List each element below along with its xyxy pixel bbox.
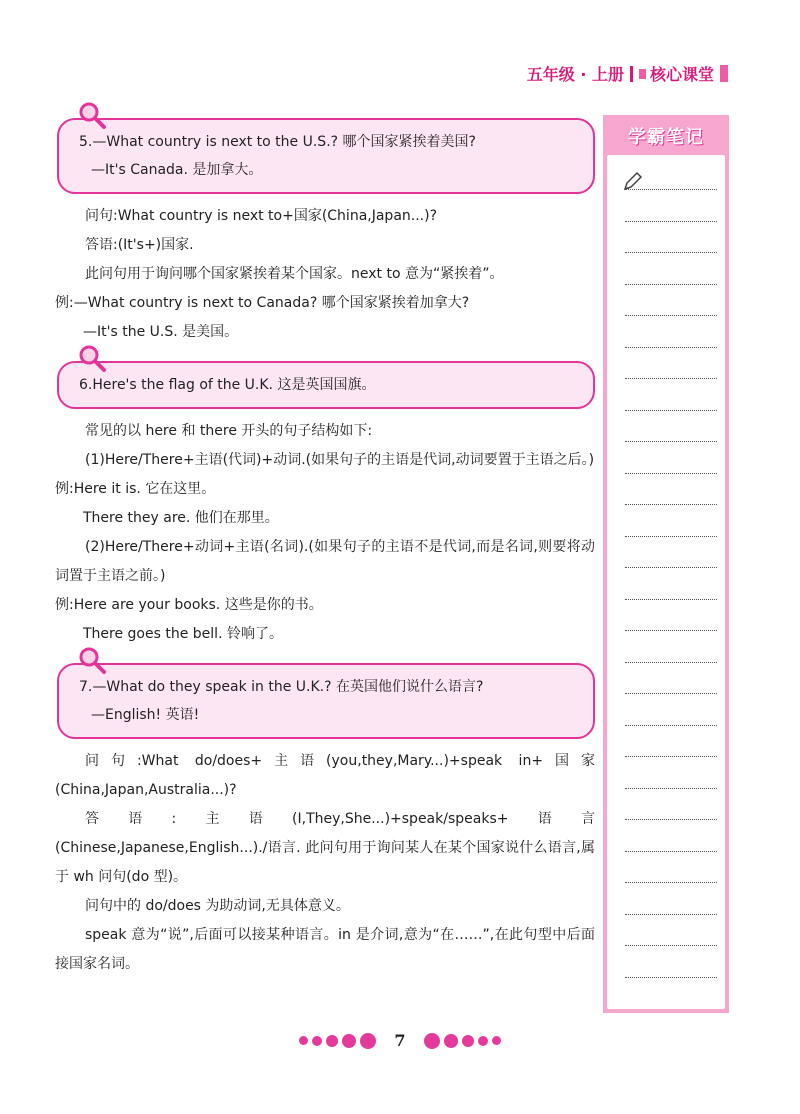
note-line — [625, 567, 717, 568]
magnifier-icon — [77, 100, 107, 130]
box-line: 7.—What do they speak in the U.K.? 在英国他们说什么语言? — [79, 679, 484, 695]
note-line — [625, 221, 717, 222]
note-line — [625, 189, 717, 190]
note-line — [625, 410, 717, 411]
note-line — [625, 945, 717, 946]
box-line: 5.—What country is next to the U.S.? 哪个国家紧挨着美国? — [79, 134, 476, 150]
note-line — [625, 725, 717, 726]
notes-sidebar — [603, 115, 729, 1013]
note-line — [625, 630, 717, 631]
example-line: 例:—What country is next to Canada? 哪个国家紧挨着加拿大? — [55, 295, 470, 311]
note-line — [625, 882, 717, 883]
note-line — [625, 819, 717, 820]
dot-icon — [299, 1036, 308, 1045]
note-line — [625, 536, 717, 537]
dot-icon — [492, 1036, 501, 1045]
header-end-marker-icon — [720, 65, 728, 82]
paragraph: 答语:主语(I,They,She...)+speak/speaks+语言(Chinese,Japanese,English...)./语言. 此问句用于询问某人在某个国家说什么语言,属于 wh 问句(do 型)。 — [55, 811, 595, 885]
paragraph: 此问句用于询问哪个国家紧挨着某个国家。next to 意为“紧挨着”。 — [85, 266, 504, 282]
page-number: 7 — [394, 1031, 406, 1050]
box-line: —It's Canada. 是加拿大。 — [91, 162, 263, 178]
paragraph: (1)Here/There+主语(代词)+动词.(如果句子的主语是代词,动词要置于主语之后。) — [85, 452, 595, 468]
example-line: There they are. 他们在那里。 — [83, 510, 279, 526]
note-line — [625, 252, 717, 253]
page-footer — [0, 1031, 800, 1050]
header-marker-icon — [639, 69, 646, 79]
dot-icon — [326, 1035, 338, 1047]
paragraph: 问句:What do/does+主语(you,they,Mary...)+speak in+国家(China,Japan,Australia...)? — [55, 753, 595, 798]
example-line: 例:Here it is. 它在这里。 — [55, 481, 216, 497]
example-line: —It's the U.S. 是美国。 — [83, 324, 239, 340]
example-line: There goes the bell. 铃响了。 — [83, 626, 283, 642]
header-divider — [630, 66, 633, 82]
magnifier-icon — [77, 343, 107, 373]
note-line — [625, 851, 717, 852]
key-sentence-box-6 — [57, 361, 595, 409]
paragraph: 问句中的 do/does 为助动词,无具体意义。 — [85, 898, 350, 914]
key-sentence-box-5 — [57, 118, 595, 194]
box-line: 6.Here's the flag of the U.K. 这是英国国旗。 — [79, 377, 376, 393]
dot-icon — [424, 1033, 440, 1049]
series-label: 核心课堂 — [649, 65, 714, 84]
paragraph: (2)Here/There+动词+主语(名词).(如果句子的主语不是代词,而是名词,则要将动词置于主语之前。) — [55, 539, 595, 584]
note-line — [625, 473, 717, 474]
note-line — [625, 756, 717, 757]
key-sentence-box-7 — [57, 663, 595, 739]
note-line — [625, 284, 717, 285]
note-line — [625, 504, 717, 505]
example-line: 例:Here are your books. 这些是你的书。 — [55, 597, 323, 613]
grade-label: 五年级 · 上册 — [526, 65, 624, 84]
note-line — [625, 977, 717, 978]
dot-icon — [444, 1034, 458, 1048]
paragraph: speak 意为“说”,后面可以接某种语言。in 是介词,意为“在……”,在此句型中后面接国家名词。 — [55, 927, 595, 972]
paragraph: 常见的以 here 和 there 开头的句子结构如下: — [85, 423, 373, 439]
box-line: —English! 英语! — [91, 707, 200, 723]
magnifier-icon — [77, 645, 107, 675]
notes-title: 学霸笔记 — [628, 127, 704, 148]
page-header — [527, 62, 728, 85]
dot-icon — [360, 1033, 376, 1049]
main-content — [55, 118, 595, 979]
note-line — [625, 441, 717, 442]
dot-icon — [342, 1034, 356, 1048]
note-line — [625, 599, 717, 600]
notes-area — [607, 155, 725, 1009]
note-line — [625, 315, 717, 316]
note-line — [625, 347, 717, 348]
note-line — [625, 693, 717, 694]
note-line — [625, 788, 717, 789]
paragraph: 问句:What country is next to+国家(China,Japan...)? — [85, 208, 438, 224]
paragraph: 答语:(It's+)国家. — [85, 237, 194, 253]
note-line — [625, 662, 717, 663]
dot-icon — [478, 1036, 488, 1046]
dot-icon — [312, 1036, 322, 1046]
note-line — [625, 378, 717, 379]
dot-icon — [462, 1035, 474, 1047]
note-line — [625, 914, 717, 915]
